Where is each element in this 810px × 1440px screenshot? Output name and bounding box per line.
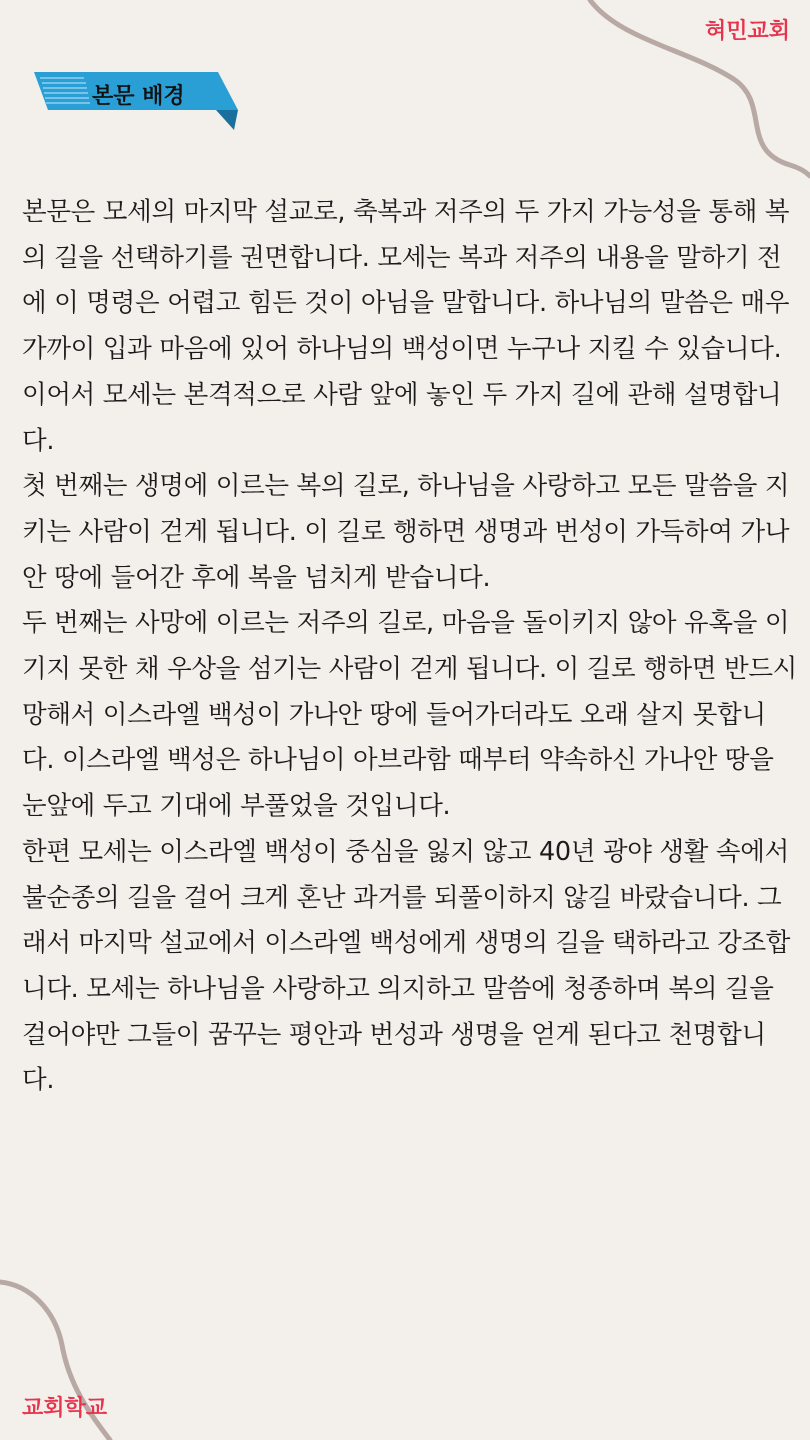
body-text <box>22 190 797 1104</box>
church-logo-text: 혀민교회 <box>704 19 790 44</box>
church-school-logo-text: 교회학교 <box>22 1396 108 1421</box>
paragraph-3: 두 번째는 사망에 이르는 저주의 길로, 마음을 돌이키지 않아 유혹을 이기지 못한 채 우상을 섬기는 사람이 걷게 됩니다. 이 길로 행하면 반드시 망해서 이스라엘 백성이 가나안 땅에 들어가더라도 오래 살지 못합니다. 이스라엘 백성은 하나님이 아브라함 때부터 약속하신 가나안 땅을 눈앞에 두고 기대에 부풀었을 것입니다. <box>22 608 797 822</box>
paragraph-1: 본문은 모세의 마지막 설교로, 축복과 저주의 두 가지 가능성을 통해 복의 길을 선택하기를 권면합니다. 모세는 복과 저주의 내용을 말하기 전에 이 명령은 어렵고 힘든 것이 아님을 말합니다. 하나님의 말씀은 매우 가까이 입과 마음에 있어 하나님의 백성이면 누구나 지킬 수 있습니다. 이어서 모세는 본격적으로 사람 앞에 놓인 두 가지 길에 관해 설명합니다. <box>22 197 790 456</box>
section-tag <box>34 70 240 132</box>
section-title: 본문 배경 <box>92 84 185 109</box>
paragraph-2: 첫 번째는 생명에 이르는 복의 길로, 하나님을 사랑하고 모든 말씀을 지키는 사람이 걷게 됩니다. 이 길로 행하면 생명과 번성이 가득하여 가나안 땅에 들어간 후에 복을 넘치게 받습니다. <box>22 471 790 593</box>
paragraph-4: 한편 모세는 이스라엘 백성이 중심을 잃지 않고 40년 광야 생활 속에서 불순종의 길을 걸어 크게 혼난 과거를 되풀이하지 않길 바랐습니다. 그래서 마지막 설교에서 이스라엘 백성에게 생명의 길을 택하라고 강조합니다. 모세는 하나님을 사랑하고 의지하고 말씀에 청종하며 복의 길을 걸어야만 그들이 꿈꾸는 평안과 번성과 생명을 얻게 된다고 천명합니다. <box>22 836 791 1096</box>
